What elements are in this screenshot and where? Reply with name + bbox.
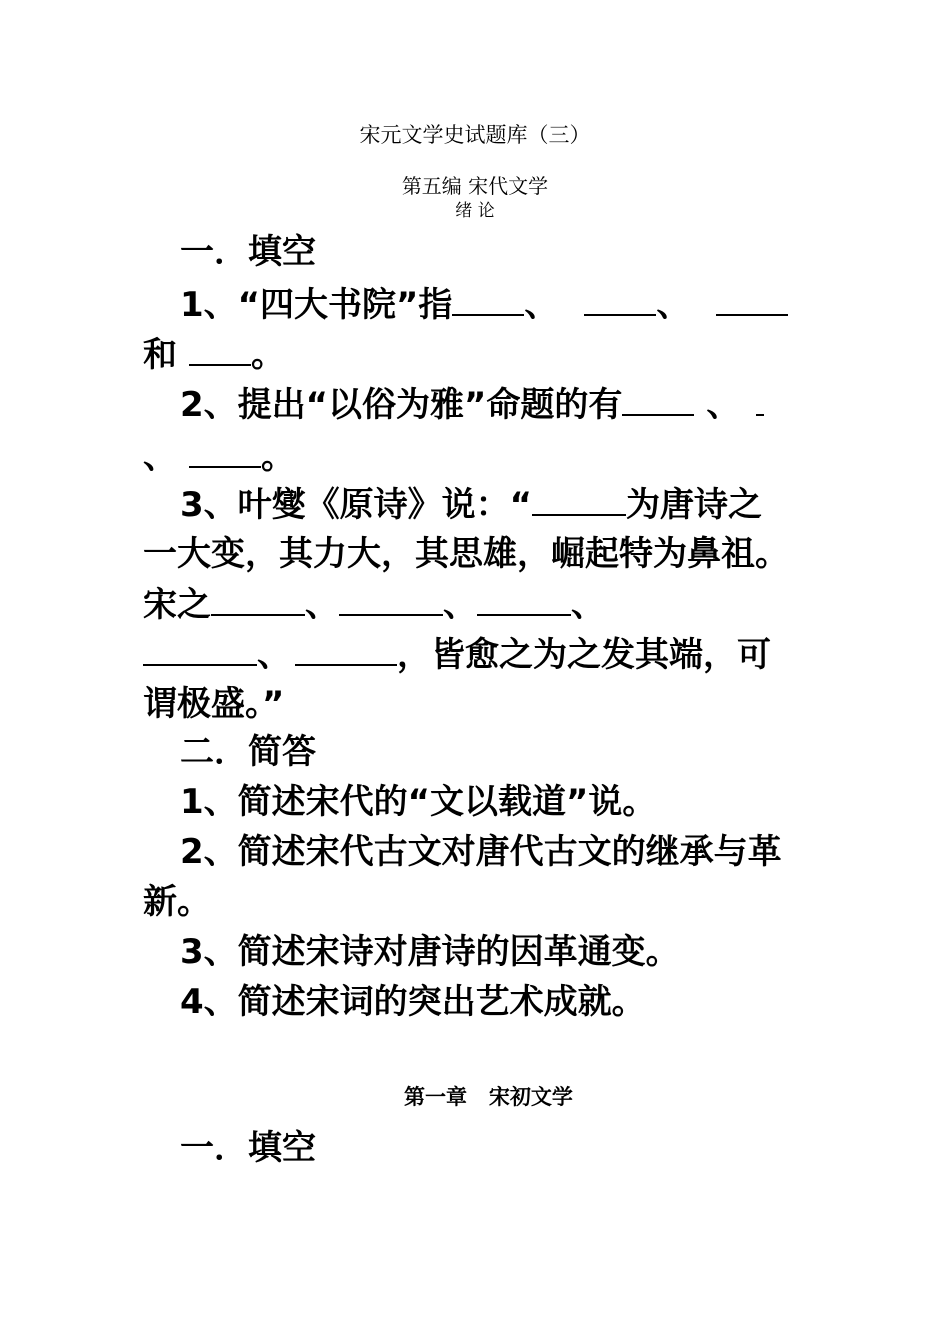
- question-text: 为唐诗之: [626, 485, 763, 525]
- answer-blank: [339, 584, 443, 616]
- punctuation: 、: [706, 385, 741, 425]
- question-1-line-1: [180, 284, 788, 325]
- question-text: 1、“四大书院”指: [180, 285, 453, 325]
- question-3-line-2: 一大变，其力大，其思雄，崛起特为鼻祖。: [143, 534, 789, 574]
- punctuation: 、: [443, 585, 477, 625]
- punctuation: 。: [261, 437, 295, 477]
- question-3-line-4: [143, 634, 771, 675]
- document-title: 宋元文学史试题库（三）: [359, 123, 591, 147]
- short-answer-4: 4、简述宋词的突出艺术成就。: [180, 982, 646, 1022]
- question-3-line-5: 谓极盛。”: [143, 684, 285, 724]
- answer-blank: [452, 284, 524, 316]
- short-answer-2-line-1: 2、简述宋代古文对唐代古文的继承与革: [180, 832, 782, 872]
- answer-blank: [295, 634, 397, 666]
- answer-blank: [622, 384, 694, 416]
- answer-blank: [532, 484, 626, 516]
- question-3-line-1: [180, 484, 762, 525]
- question-text: 2、提出“以俗为雅”命题的有: [180, 385, 623, 425]
- question-text: 宋之: [143, 585, 211, 625]
- short-answer-2-line-2: 新。: [143, 882, 211, 922]
- intro-title: 绪 论: [455, 201, 495, 221]
- answer-blank: [211, 584, 305, 616]
- section-heading-short-answer: 二．简答: [180, 732, 316, 772]
- chapter-section-heading-fill-blank: 一．填空: [180, 1128, 316, 1168]
- question-text: 和: [143, 335, 177, 375]
- punctuation: 、: [143, 437, 177, 477]
- short-answer-3: 3、简述宋诗对唐诗的因革通变。: [180, 932, 680, 972]
- answer-blank: [716, 284, 788, 316]
- question-text: 3、叶燮《原诗》说：“: [180, 485, 533, 525]
- punctuation: 、: [656, 285, 691, 325]
- short-answer-1: 1、简述宋代的“文以载道”说。: [180, 782, 657, 822]
- answer-blank: [477, 584, 571, 616]
- question-2-line-1: [180, 384, 764, 425]
- punctuation: 、: [571, 585, 605, 625]
- punctuation: 、: [257, 635, 291, 675]
- answer-blank: [189, 334, 251, 366]
- punctuation: 、: [524, 285, 559, 325]
- question-2-line-2: [143, 436, 295, 477]
- question-3-line-3: [143, 584, 605, 625]
- part-title: 第五编 宋代文学: [401, 174, 549, 198]
- answer-blank: [143, 634, 257, 666]
- answer-blank: [756, 384, 764, 416]
- question-text: ，皆愈之为之发其端，可: [397, 635, 771, 675]
- punctuation: 、: [305, 585, 339, 625]
- chapter-title: 第一章 宋初文学: [404, 1085, 573, 1109]
- answer-blank: [189, 436, 261, 468]
- answer-blank: [584, 284, 656, 316]
- question-1-line-2: [143, 334, 285, 375]
- section-heading-fill-blank: 一．填空: [180, 232, 316, 272]
- punctuation: 。: [251, 335, 285, 375]
